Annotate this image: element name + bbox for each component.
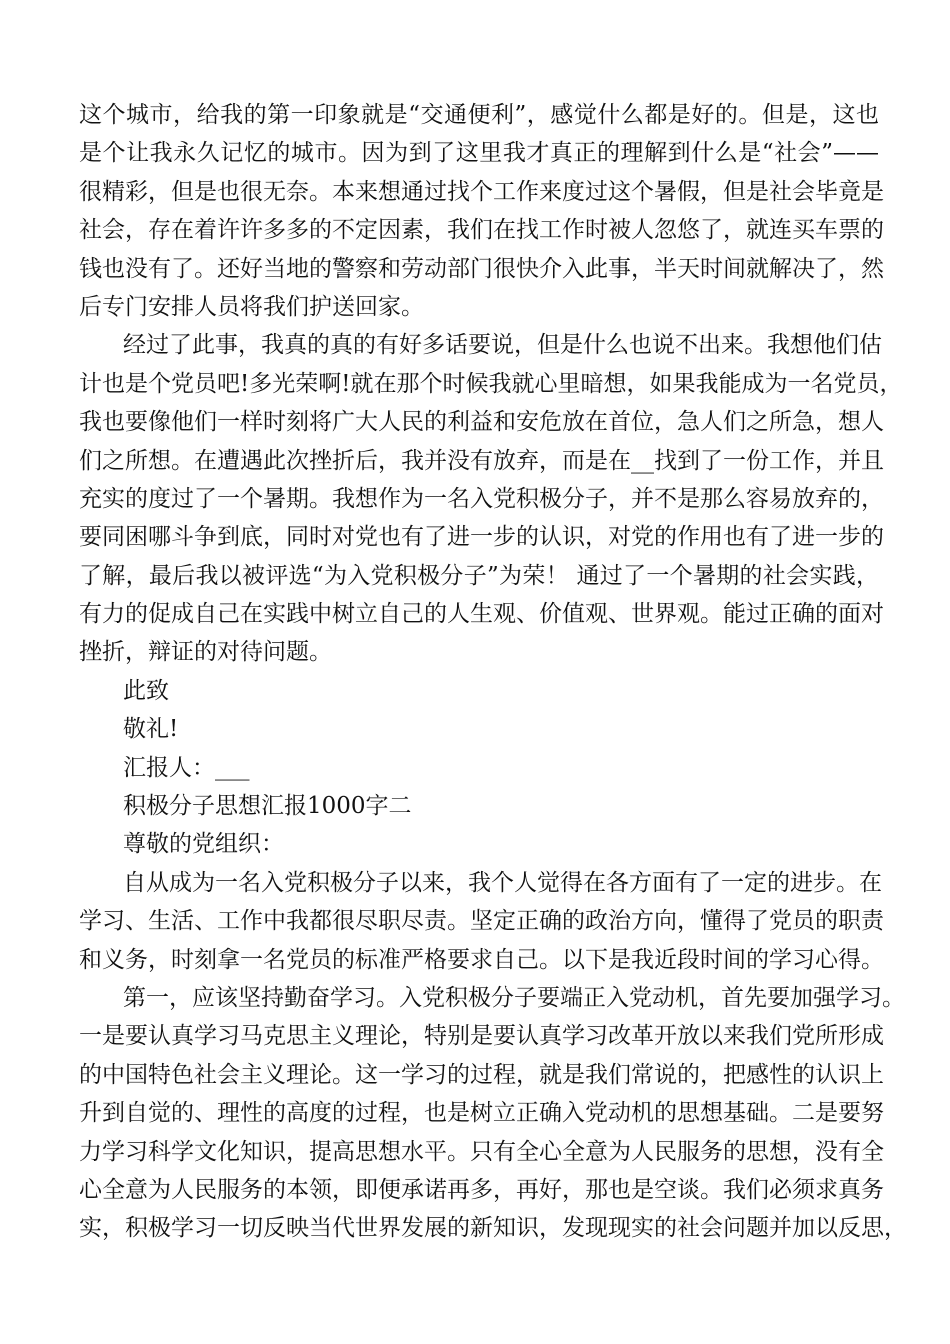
text-line: 自从成为一名入党积极分子以来，我个人觉得在各方面有了一定的进步。在 — [123, 869, 882, 896]
text-line: 升到自觉的、理性的高度的过程，也是树立正确入党动机的思想基础。二是要努 — [79, 1100, 884, 1127]
text-line: 了解，最后我以被评选“为入党积极分子”为荣！ 通过了一个暑期的社会实践， — [79, 562, 879, 589]
text-line: 很精彩，但是也很无奈。本来想通过找个工作来度过这个暑假，但是社会毕竟是 — [79, 178, 884, 205]
text-line: 实，积极学习一切反映当代世界发展的新知识，发现现实的社会问题并加以反思， — [79, 1215, 907, 1242]
text-line: 尊敬的党组织： — [123, 831, 284, 858]
text-line: 经过了此事，我真的真的有好多话要说，但是什么也说不出来。我想他们估 — [123, 332, 882, 359]
text-line: 充实的度过了一个暑期。我想作为一名入党积极分子，并不是那么容易放弃的， — [79, 485, 884, 512]
text-line: 一是要认真学习马克思主义理论，特别是要认真学习改革开放以来我们党所形成 — [79, 1023, 884, 1050]
text-line: 要同困哪斗争到底，同时对党也有了进一步的认识，对党的作用也有了进一步的 — [79, 524, 884, 551]
text-line: 这个城市，给我的第一印象就是“交通便利”，感觉什么都是好的。但是，这也 — [79, 102, 879, 128]
text-line: 力学习科学文化知识，提高思想水平。只有全心全意为人民服务的思想，没有全 — [79, 1138, 884, 1165]
text-line: 第一，应该坚持勤奋学习。入党积极分子要端正入党动机，首先要加强学习。 — [123, 984, 905, 1011]
text-line: 社会，存在着许许多多的不定因素，我们在找工作时被人忽悠了，就连买车票的 — [79, 217, 884, 244]
text-line: 学习、生活、工作中我都很尽职尽责。坚定正确的政治方向，懂得了党员的职责 — [79, 908, 884, 935]
text-line: 有力的促成自己在实践中树立自己的人生观、价值观、世界观。能过正确的面对 — [79, 601, 884, 628]
text-line: 是个让我永久记忆的城市。因为到了这里我才真正的理解到什么是“社会”—— — [79, 140, 879, 167]
text-line: 钱也没有了。还好当地的警察和劳动部门很快介入此事，半天时间就解决了，然 — [79, 255, 884, 282]
text-line: 们之所想。在遭遇此次挫折后，我并没有放弃，而是在__找到了一份工作，并且 — [79, 447, 884, 474]
text-line: 心全意为人民服务的本领，即便承诺再多，再好，那也是空谈。我们必须求真务 — [79, 1176, 884, 1203]
text-line: 挫折，辩证的对待问题。 — [79, 639, 332, 666]
text-line: 汇报人：___ — [123, 754, 250, 781]
text-line: 我也要像他们一样时刻将广大人民的利益和安危放在首位，急人们之所急，想人 — [79, 409, 884, 436]
text-line: 计也是个党员吧!多光荣啊!就在那个时候我就心里暗想，如果我能成为一名党员， — [79, 370, 903, 397]
text-line: 和义务，时刻拿一名党员的标准严格要求自己。以下是我近段时间的学习心得。 — [79, 946, 884, 973]
document-body-text — [79, 96, 907, 1248]
text-line: 积极分子思想汇报1000字二 — [123, 793, 412, 820]
text-line: 的中国特色社会主义理论。这一学习的过程，就是我们常说的，把感性的认识上 — [79, 1061, 884, 1088]
text-line: 此致 — [123, 677, 169, 704]
text-line: 后专门安排人员将我们护送回家。 — [79, 293, 424, 320]
text-line: 敬礼! — [123, 716, 179, 743]
